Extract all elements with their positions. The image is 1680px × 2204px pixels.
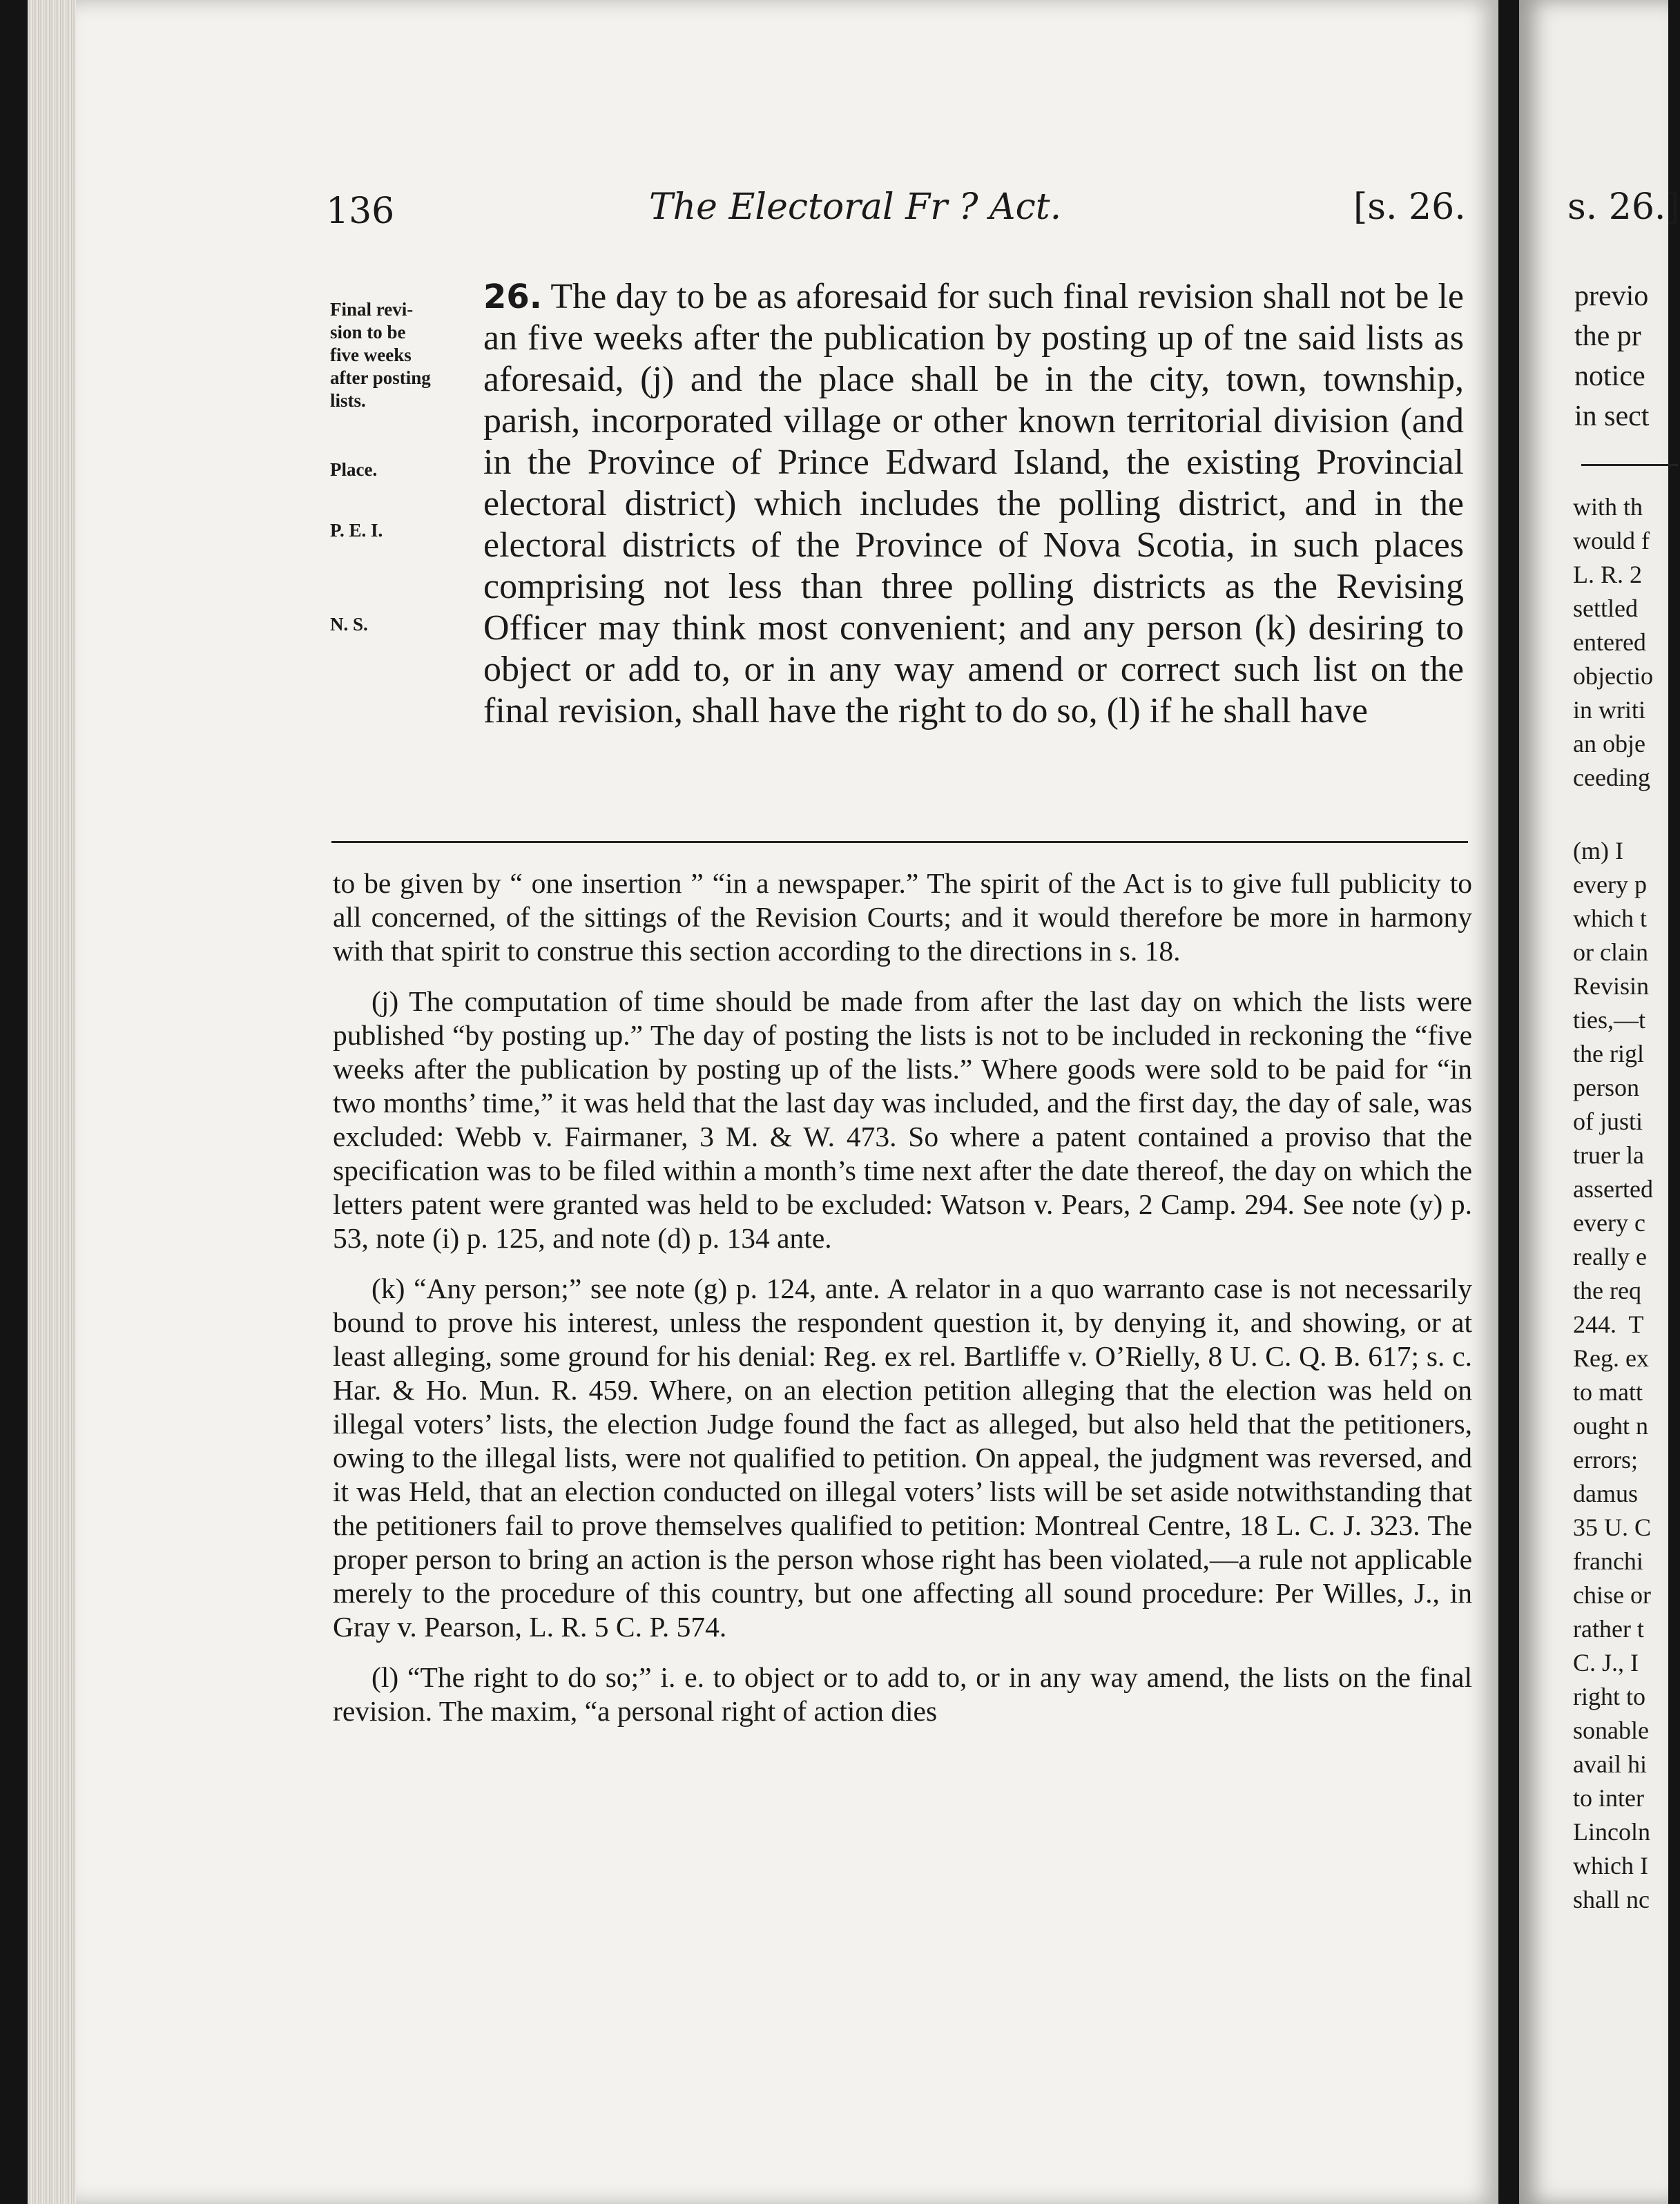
- footnote-continued: to be given by “ one insertion ” “in a newspaper.” The spirit of the Act is to give full publicity to all concerned, of the sittings of the Revision Courts; and it would therefore be more in harmony with that spirit to construe this section according to the directions in s. 18.: [333, 867, 1472, 967]
- footnote-j: (j) The computation of time should be made from after the last day on which the lists were published “by posting up.” The day of posting the lists is not to be included in reckoning the “five weeks after the publication by posting up of the lists.” Where goods were sold to be paid for “in two months’ time,” it was held that the last day was included, and the first day, the day of sale, was excluded: Webb v. Fairmaner, 3 M. & W. 473. So where a patent contained a proviso that the specification was to be filed within a month’s time next after the date thereof, the day on which the letters patent were granted was held to be excluded: Watson v. Pears, 2 Camp. 294. See note (y) p. 53, note (i) p. 125, and note (d) p. 134 ante.: [333, 985, 1472, 1254]
- margin-note-final-revision: Final revi- sion to be five weeks after posting lists.: [330, 299, 431, 411]
- page-number: 136: [326, 191, 395, 232]
- right-page-notes-top: with th would f L. R. 2 settled entered objectio in writi an obje ceeding: [1573, 493, 1653, 791]
- right-page-notes-bottom: (m) I every p which t or clain Revisin ties,—t the rigl person of justi truer la asserted every c really e the req 244. T Reg. ex to matt ought n errors; damus 35 U. C franchi chise or rather t C. J., I right to sonable avail hi to inter Lincoln which I shall nc: [1573, 837, 1653, 1913]
- section-body: The day to be as aforesaid for such final revision shall not be le an five weeks after the publication by posting up of tne said lists as aforesaid, (j) and the place shall be in the city, town, township, parish, incorporated village or other known territorial division (and in the Province of Prince Edward Island, the existing Provincial electoral district) which includes the polling district, and in the electoral districts of the Province of Nova Scotia, in such places comprising not less than three polling districts as the Revising Officer may think most convenient; and any person (k) desiring to object or add to, or in any way amend or correct such list on the final revision, shall have the right to do so, (l) if he shall have: [483, 277, 1465, 731]
- section-26-text: [483, 276, 1464, 732]
- right-page-divider: [1581, 464, 1678, 466]
- running-title: The Electoral Fr ? Act.: [649, 186, 1062, 228]
- right-page-header: s. 26.]: [1567, 186, 1680, 228]
- margin-note-place: Place.: [330, 459, 378, 480]
- margin-note-ns: N. S.: [330, 614, 368, 635]
- right-page-body: previo the pr notice in sect: [1574, 280, 1650, 432]
- footnote-k: (k) “Any person;” see note (g) p. 124, ante. A relator in a quo warranto case is not necessarily bound to prove his interest, unless the respondent question it, by denying it, and showing, or at least alleging, some ground for his denial: Reg. ex rel. Bartliffe v. O’Rielly, 8 U. C. Q. B. 617; s. c. Har. & Ho. Mun. R. 459. Where, on an election petition alleging that the election was held on illegal voters’ lists, the election Judge found the fact as alleged, but also held that the petitioners, owing to the illegal lists, were not qualified to petition. On appeal, the judgment was reversed, and it was Held, that an election conducted on illegal voters’ lists will be set aside notwithstanding that the petitioners fail to prove themselves qualified to petition: Montreal Centre, 18 L. C. J. 323. The proper person to bring an action is the person whose right has been violated,—a rule not applicable merely to the procedure of this country, but one affecting all sound procedure: Per Willes, J., in Gray v. Pearson, L. R. 5 C. P. 574.: [333, 1273, 1472, 1643]
- section-number: 26.: [483, 278, 543, 316]
- footnote-divider: [331, 841, 1468, 843]
- footnote-l: (l) “The right to do so;” i. e. to object or to add to, or in any way amend, the lists on the final revision. The maxim, “a personal right of action dies: [333, 1661, 1472, 1727]
- margin-note-pei: P. E. I.: [330, 520, 383, 541]
- section-reference: [s. 26.: [1353, 186, 1466, 228]
- footnotes: [333, 867, 1472, 1745]
